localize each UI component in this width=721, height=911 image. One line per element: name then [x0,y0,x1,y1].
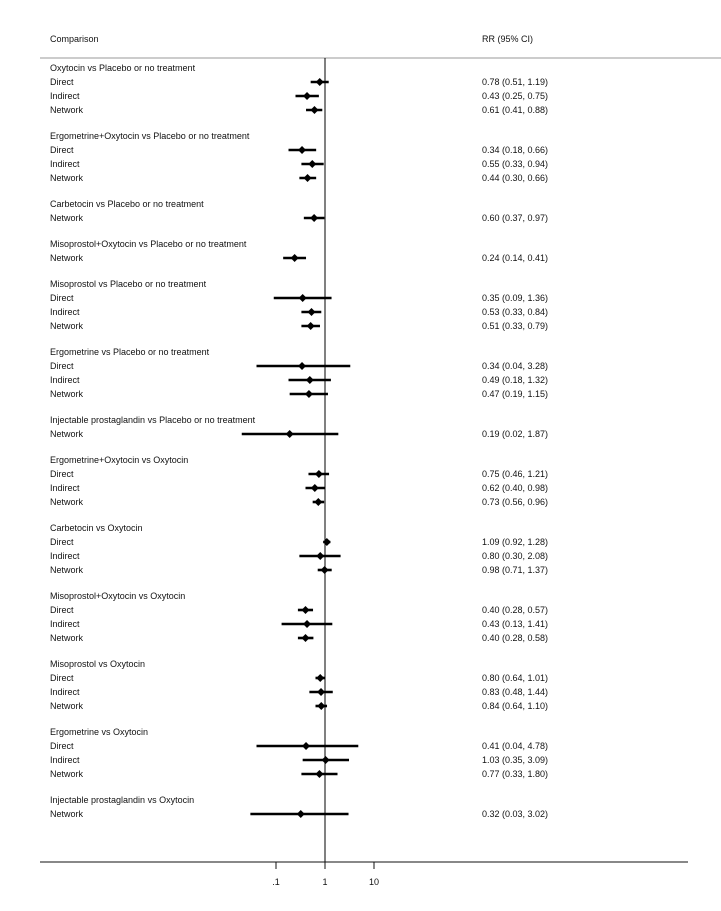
row-label: Network [50,497,84,507]
comparison-group [50,455,548,507]
point-estimate-diamond [316,78,324,86]
row-label: Network [50,105,84,115]
row-label: Indirect [50,307,80,317]
rr-ci-value: 0.40 (0.28, 0.57) [482,605,549,615]
point-estimate-diamond [302,742,310,750]
x-tick-label: .1 [272,877,280,887]
row-label: Network [50,213,84,223]
point-estimate-diamond [308,160,316,168]
rr-ci-value: 0.49 (0.18, 1.32) [482,375,549,385]
rr-ci-value: 1.03 (0.35, 3.09) [482,755,549,765]
group-title: Misoprostol+Oxytocin vs Oxytocin [50,591,186,601]
row-label: Direct [50,605,74,615]
rr-ci-value: 0.55 (0.33, 0.94) [482,159,549,169]
row-label: Network [50,809,84,819]
point-estimate-diamond [303,620,311,628]
rr-ci-value: 0.61 (0.41, 0.88) [482,105,549,115]
group-title: Injectable prostaglandin vs Oxytocin [50,795,195,805]
rr-ci-value: 0.24 (0.14, 0.41) [482,253,549,263]
point-estimate-diamond [315,470,323,478]
row-label: Network [50,321,84,331]
comparison-group [50,415,548,439]
rr-ci-value: 0.77 (0.33, 1.80) [482,769,549,779]
rr-ci-value: 0.43 (0.13, 1.41) [482,619,549,629]
point-estimate-diamond [299,294,307,302]
point-estimate-diamond [298,362,306,370]
rr-ci-value: 1.09 (0.92, 1.28) [482,537,549,547]
row-label: Network [50,173,84,183]
x-tick-label: 1 [322,877,328,887]
point-estimate-diamond [302,606,310,614]
comparison-group [50,199,548,223]
row-label: Indirect [50,551,80,561]
group-title: Injectable prostaglandin vs Placebo or no treatment [50,415,256,425]
point-estimate-diamond [314,498,322,506]
group-title: Misoprostol vs Oxytocin [50,659,146,669]
point-estimate-diamond [307,308,315,316]
row-label: Network [50,253,84,263]
row-label: Indirect [50,755,80,765]
rr-ci-value: 0.40 (0.28, 0.58) [482,633,549,643]
comparison-group [50,347,548,399]
rr-ci-value: 0.80 (0.30, 2.08) [482,551,549,561]
rr-ci-value: 0.60 (0.37, 0.97) [482,213,549,223]
row-label: Indirect [50,619,80,629]
row-label: Direct [50,145,74,155]
point-estimate-diamond [316,674,324,682]
row-label: Direct [50,537,74,547]
row-label: Network [50,565,84,575]
comparison-group [50,659,548,711]
group-title: Misoprostol+Oxytocin vs Placebo or no treatment [50,239,247,249]
point-estimate-diamond [305,390,313,398]
row-label: Indirect [50,159,80,169]
point-estimate-diamond [306,376,314,384]
row-label: Network [50,769,84,779]
forest-rows [50,63,548,819]
group-title: Ergometrine+Oxytocin vs Placebo or no treatment [50,131,250,141]
group-title: Misoprostol vs Placebo or no treatment [50,279,207,289]
point-estimate-diamond [323,538,331,546]
rr-ci-value: 0.34 (0.18, 0.66) [482,145,549,155]
point-estimate-diamond [310,214,318,222]
rr-ci-value: 0.44 (0.30, 0.66) [482,173,549,183]
point-estimate-diamond [311,484,319,492]
rr-ci-value: 0.35 (0.09, 1.36) [482,293,549,303]
row-label: Indirect [50,91,80,101]
rr-ci-value: 0.43 (0.25, 0.75) [482,91,549,101]
rr-ci-value: 0.47 (0.19, 1.15) [482,389,549,399]
rr-ci-value: 0.51 (0.33, 0.79) [482,321,549,331]
group-title: Ergometrine+Oxytocin vs Oxytocin [50,455,189,465]
rr-ci-value: 0.41 (0.04, 4.78) [482,741,549,751]
point-estimate-diamond [321,566,329,574]
rr-ci-value: 0.80 (0.64, 1.01) [482,673,549,683]
row-label: Network [50,429,84,439]
comparison-group [50,795,548,819]
point-estimate-diamond [322,756,330,764]
point-estimate-diamond [307,322,315,330]
point-estimate-diamond [304,174,312,182]
point-estimate-diamond [315,770,323,778]
rr-ci-value: 0.83 (0.48, 1.44) [482,687,549,697]
x-axis [272,862,379,887]
rr-ci-value: 0.34 (0.04, 3.28) [482,361,549,371]
point-estimate-diamond [298,146,306,154]
row-label: Indirect [50,483,80,493]
rr-ci-value: 0.75 (0.46, 1.21) [482,469,549,479]
comparison-group [50,727,548,779]
rr-ci-value: 0.19 (0.02, 1.87) [482,429,549,439]
row-label: Direct [50,361,74,371]
comparison-group [50,591,548,643]
group-title: Carbetocin vs Placebo or no treatment [50,199,204,209]
row-label: Network [50,633,84,643]
row-label: Indirect [50,375,80,385]
point-estimate-diamond [310,106,318,114]
point-estimate-diamond [291,254,299,262]
x-tick-label: 10 [368,877,380,887]
point-estimate-diamond [303,92,311,100]
rr-ci-value: 0.78 (0.51, 1.19) [482,77,549,87]
rr-ci-value: 0.62 (0.40, 0.98) [482,483,549,493]
comparison-group [50,239,548,263]
row-label: Indirect [50,687,80,697]
group-title: Ergometrine vs Oxytocin [50,727,149,737]
rr-ci-value: 0.84 (0.64, 1.10) [482,701,549,711]
row-label: Direct [50,77,74,87]
row-label: Direct [50,293,74,303]
comparison-column-header: Comparison [50,34,99,44]
rr-ci-value: 0.32 (0.03, 3.02) [482,809,549,819]
comparison-group [50,63,548,115]
row-label: Network [50,701,84,711]
comparison-group [50,131,548,183]
point-estimate-diamond [317,702,325,710]
point-estimate-diamond [317,688,325,696]
group-title: Oxytocin vs Placebo or no treatment [50,63,196,73]
rr-ci-value: 0.73 (0.56, 0.96) [482,497,549,507]
group-title: Ergometrine vs Placebo or no treatment [50,347,210,357]
rr-ci-value: 0.98 (0.71, 1.37) [482,565,549,575]
point-estimate-diamond [302,634,310,642]
point-estimate-diamond [316,552,324,560]
row-label: Direct [50,673,74,683]
comparison-group [50,523,548,575]
point-estimate-diamond [297,810,305,818]
group-title: Carbetocin vs Oxytocin [50,523,143,533]
row-label: Direct [50,469,74,479]
rr-ci-value: 0.53 (0.33, 0.84) [482,307,549,317]
point-estimate-diamond [286,430,294,438]
row-label: Direct [50,741,74,751]
comparison-group [50,279,548,331]
row-label: Network [50,389,84,399]
rr-column-header: RR (95% CI) [482,34,534,44]
